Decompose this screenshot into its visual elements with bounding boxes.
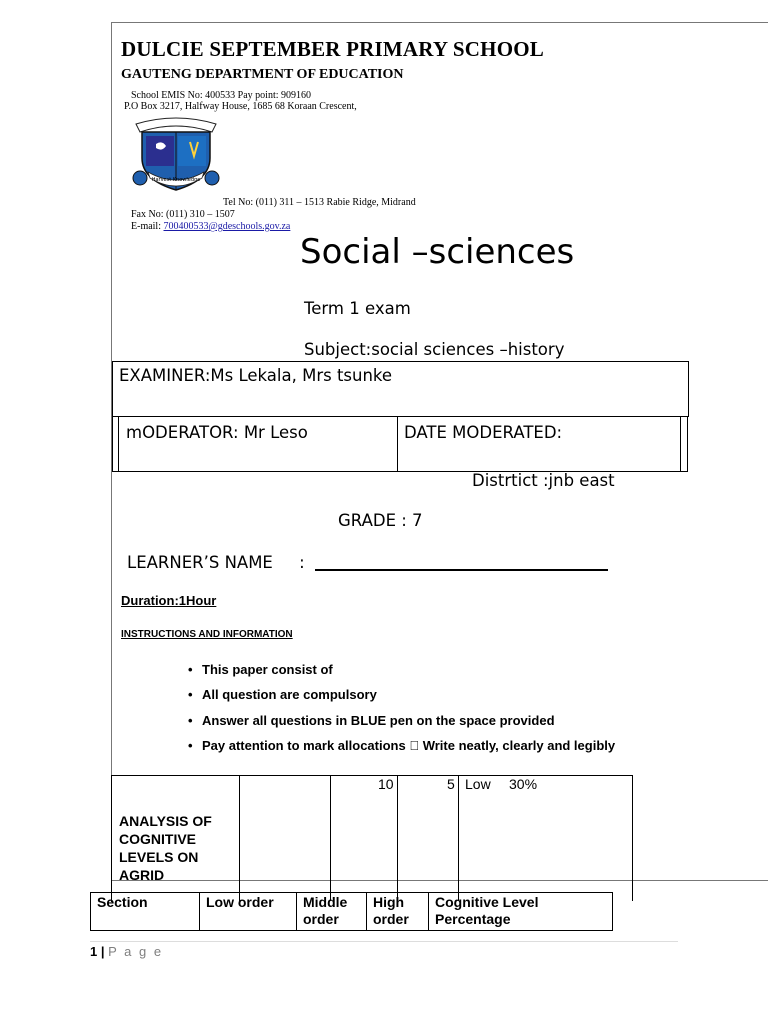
instruction-item: • Answer all questions in BLUE pen on the space provided: [188, 712, 555, 728]
examiner-text: EXAMINER:Ms Lekala, Mrs tsunke: [119, 366, 393, 385]
analysis-value-1: 10: [378, 776, 394, 792]
page-word: P a g e: [108, 944, 164, 959]
moderator-box-divider: [397, 416, 398, 471]
email-line: [131, 221, 290, 232]
school-name: DULCIE SEPTEMBER PRIMARY SCHOOL: [121, 37, 544, 61]
footer-divider: [90, 941, 678, 942]
analysis-value-2: 5: [447, 776, 455, 792]
analysis-label: ANALYSIS OF COGNITIVE LEVELS ON AGRID: [119, 813, 212, 883]
analysis-low: Low: [465, 776, 491, 792]
learner-name-field[interactable]: [315, 569, 608, 571]
grid-line: [397, 775, 398, 901]
term-label: Term 1 exam: [304, 299, 411, 318]
header-cognitive-level-percentage: Cognitive Level Percentage: [435, 894, 539, 927]
instruction-item: • Pay attention to mark allocations   Write neatly, clearly and legibly: [188, 737, 616, 753]
address-line: P.O Box 3217, Halfway House, 1685 68 Koraan Crescent,: [124, 101, 357, 112]
grade-text: GRADE : 7: [338, 511, 423, 530]
emis-line: School EMIS No: 400533 Pay point: 909160: [131, 90, 312, 101]
email-label: E-mail:: [131, 221, 164, 232]
crest-motto: Harvest Knowledge: [151, 177, 201, 183]
grid-line: [239, 775, 240, 901]
header-section: Section: [97, 894, 148, 910]
learner-name-label: LEARNER’S NAME :: [127, 553, 305, 572]
moderator-box-inner-left: [118, 416, 119, 471]
instructions-heading: INSTRUCTIONS AND INFORMATION: [121, 629, 293, 640]
email-link[interactable]: 700400533@gdeschools.gov.za: [163, 221, 291, 232]
bullet-icon: •: [188, 662, 193, 677]
header-middle-order: Middle order: [303, 894, 348, 927]
moderator-box-inner-right: [680, 416, 681, 471]
school-crest-logo: [128, 114, 224, 202]
header-low-order: Low order: [206, 894, 274, 910]
instructions-list: [188, 662, 668, 763]
moderator-text: mODERATOR: Mr Leso: [126, 423, 308, 442]
instruction-item: • All question are compulsory: [188, 687, 377, 703]
grid-line: [458, 775, 459, 901]
page-footer: [90, 944, 163, 959]
crest-icon: [128, 114, 224, 198]
bullet-icon: •: [188, 712, 193, 728]
instruction-item: • This paper consist of: [188, 662, 333, 677]
grid-line: [111, 775, 633, 776]
subject-label: Subject:social sciences –history: [304, 340, 565, 359]
date-moderated-text: DATE MODERATED:: [404, 423, 563, 442]
page-number: 1: [90, 944, 98, 959]
footer-separator: |: [100, 944, 105, 959]
district-text: Distrtict :jnb east: [472, 471, 615, 490]
duration-text: Duration:1Hour: [121, 593, 217, 608]
section-table: [90, 892, 613, 931]
bullet-icon: •: [188, 737, 193, 753]
analysis-percent: 30%: [509, 776, 538, 792]
tel-line: Tel No: (011) 311 – 1513 Rabie Ridge, Midrand: [223, 197, 416, 208]
grid-line: [632, 775, 633, 901]
grid-line: [330, 775, 331, 901]
bullet-icon: •: [188, 687, 193, 703]
fax-line: Fax No: (011) 310 – 1507: [131, 209, 235, 220]
department-name: GAUTENG DEPARTMENT OF EDUCATION: [121, 67, 404, 82]
page-frame-top: [111, 22, 768, 23]
header-high-order: High order: [373, 894, 409, 927]
exam-title: Social –sciences: [300, 232, 575, 272]
